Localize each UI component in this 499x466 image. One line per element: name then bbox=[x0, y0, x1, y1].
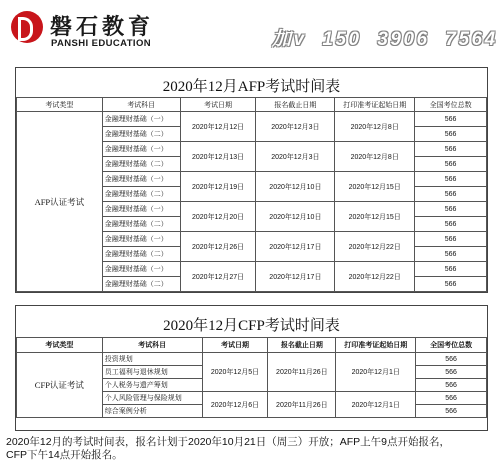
print-date-cell: 2020年12月1日 bbox=[336, 392, 416, 418]
note-line-2: CFP下午14点开始报名。 bbox=[6, 449, 123, 461]
header-print-date: 打印准考证起始日期 bbox=[336, 338, 416, 353]
print-date-cell: 2020年12月1日 bbox=[336, 353, 416, 392]
subject-cell: 金融理财基础（一） bbox=[102, 142, 180, 157]
subject-cell: 金融理财基础（二） bbox=[102, 157, 180, 172]
exam-type-cell: CFP认证考试 bbox=[17, 353, 103, 418]
header-exam-date: 考试日期 bbox=[180, 98, 256, 112]
seats-cell: 566 bbox=[415, 187, 487, 202]
print-date-cell: 2020年12月15日 bbox=[335, 172, 415, 202]
subject-cell: 金融理财基础（一） bbox=[102, 112, 180, 127]
subject-cell: 个人税务与遗产筹划 bbox=[102, 379, 202, 392]
seats-cell: 566 bbox=[415, 172, 487, 187]
seats-cell: 566 bbox=[416, 353, 487, 366]
print-date-cell: 2020年12月22日 bbox=[335, 262, 415, 292]
exam-date-cell: 2020年12月26日 bbox=[180, 232, 256, 262]
deadline-cell: 2020年12月17日 bbox=[256, 232, 335, 262]
header-deadline: 报名截止日期 bbox=[268, 338, 336, 353]
header-deadline: 报名截止日期 bbox=[256, 98, 335, 112]
seats-cell: 566 bbox=[416, 392, 487, 405]
subject-cell: 金融理财基础（二） bbox=[102, 247, 180, 262]
subject-cell: 金融理财基础（二） bbox=[102, 127, 180, 142]
seats-cell: 566 bbox=[415, 142, 487, 157]
subject-cell: 金融理财基础（一） bbox=[102, 262, 180, 277]
header-subject: 考试科目 bbox=[102, 98, 180, 112]
header-exam-date: 考试日期 bbox=[202, 338, 268, 353]
header-exam-type: 考试类型 bbox=[17, 98, 103, 112]
seats-cell: 566 bbox=[416, 405, 487, 418]
panshi-logo-icon bbox=[11, 11, 43, 43]
subject-cell: 金融理财基础（二） bbox=[102, 187, 180, 202]
contact-text: 加v 150 3906 7564 bbox=[272, 29, 498, 50]
header-print-date: 打印准考证起始日期 bbox=[335, 98, 415, 112]
print-date-cell: 2020年12月8日 bbox=[335, 112, 415, 142]
deadline-cell: 2020年12月10日 bbox=[256, 172, 335, 202]
deadline-cell: 2020年11月26日 bbox=[268, 392, 336, 418]
header-seats: 全国考位总数 bbox=[415, 98, 487, 112]
afp-table-title: 2020年12月AFP考试时间表 bbox=[162, 79, 341, 95]
seats-cell: 566 bbox=[415, 127, 487, 142]
exam-type-cell: AFP认证考试 bbox=[17, 112, 103, 292]
brand-name-en: PANSHI EDUCATION bbox=[51, 38, 151, 49]
subject-cell: 个人风险管理与保险规划 bbox=[102, 392, 202, 405]
deadline-cell: 2020年12月3日 bbox=[256, 142, 335, 172]
registration-note bbox=[6, 436, 496, 462]
seats-cell: 566 bbox=[416, 366, 487, 379]
subject-cell: 员工福利与退休规划 bbox=[102, 366, 202, 379]
seats-cell: 566 bbox=[415, 247, 487, 262]
seats-cell: 566 bbox=[415, 217, 487, 232]
afp-schedule-table bbox=[15, 67, 488, 293]
seats-cell: 566 bbox=[416, 379, 487, 392]
exam-date-cell: 2020年12月20日 bbox=[180, 202, 256, 232]
seats-cell: 566 bbox=[415, 112, 487, 127]
subject-cell: 金融理财基础（二） bbox=[102, 217, 180, 232]
subject-cell: 金融理财基础（一） bbox=[102, 172, 180, 187]
cfp-header-row bbox=[17, 338, 487, 353]
seats-cell: 566 bbox=[415, 157, 487, 172]
exam-date-cell: 2020年12月19日 bbox=[180, 172, 256, 202]
exam-date-cell: 2020年12月13日 bbox=[180, 142, 256, 172]
exam-date-cell: 2020年12月12日 bbox=[180, 112, 256, 142]
subject-cell: 综合案例分析 bbox=[102, 405, 202, 418]
header-exam-type: 考试类型 bbox=[17, 338, 103, 353]
print-date-cell: 2020年12月22日 bbox=[335, 232, 415, 262]
note-line-1: 2020年12月的考试时间表，报名计划于2020年10月21日（周三）开放；AFP上午9点开始报名， bbox=[6, 436, 451, 448]
subject-cell: 金融理财基础（一） bbox=[102, 232, 180, 247]
seats-cell: 566 bbox=[415, 277, 487, 292]
cfp-table-title: 2020年12月CFP考试时间表 bbox=[163, 318, 340, 334]
exam-date-cell: 2020年12月6日 bbox=[202, 392, 268, 418]
deadline-cell: 2020年12月3日 bbox=[256, 112, 335, 142]
table-row bbox=[17, 353, 487, 366]
print-date-cell: 2020年12月8日 bbox=[335, 142, 415, 172]
brand-name-cn: 磐石教育 bbox=[50, 15, 155, 40]
exam-date-cell: 2020年12月27日 bbox=[180, 262, 256, 292]
seats-cell: 566 bbox=[415, 232, 487, 247]
print-date-cell: 2020年12月15日 bbox=[335, 202, 415, 232]
table-row bbox=[17, 112, 487, 127]
header-subject: 考试科目 bbox=[102, 338, 202, 353]
deadline-cell: 2020年12月17日 bbox=[256, 262, 335, 292]
seats-cell: 566 bbox=[415, 202, 487, 217]
subject-cell: 投资规划 bbox=[102, 353, 202, 366]
deadline-cell: 2020年11月26日 bbox=[268, 353, 336, 392]
subject-cell: 金融理财基础（二） bbox=[102, 277, 180, 292]
header-seats: 全国考位总数 bbox=[416, 338, 487, 353]
seats-cell: 566 bbox=[415, 262, 487, 277]
afp-header-row bbox=[17, 98, 487, 112]
subject-cell: 金融理财基础（一） bbox=[102, 202, 180, 217]
exam-date-cell: 2020年12月5日 bbox=[202, 353, 268, 392]
deadline-cell: 2020年12月10日 bbox=[256, 202, 335, 232]
cfp-schedule-table bbox=[15, 305, 488, 431]
